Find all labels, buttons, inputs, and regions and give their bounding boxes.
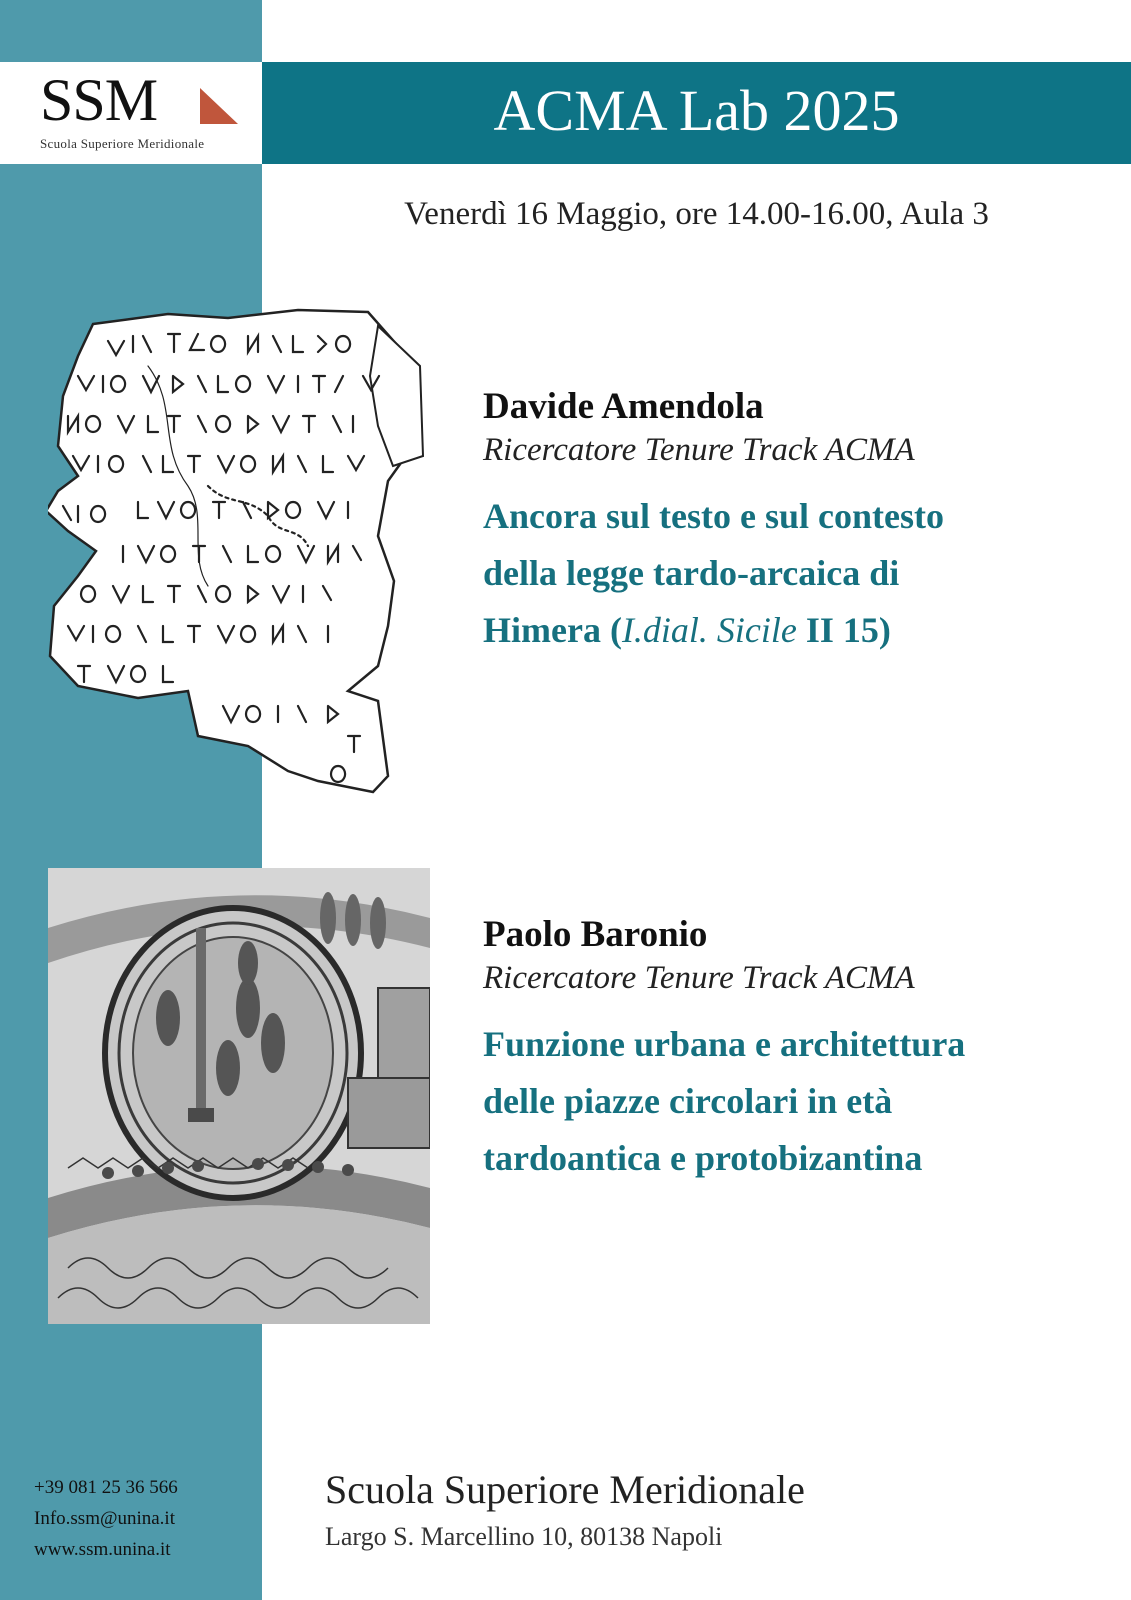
logo-mark: SSM — [40, 67, 158, 133]
talk-title-line: Ancora sul testo e sul contesto — [483, 496, 944, 537]
contact-email: Info.ssm@unina.it — [34, 1508, 175, 1529]
logo-subtitle: Scuola Superiore Meridionale — [40, 136, 205, 151]
talk-title-line — [483, 602, 1103, 659]
speaker-role: Ricercatore Tenure Track ACMA — [483, 431, 915, 468]
talk-title-text: II 15) — [796, 610, 891, 651]
logo-triangle-icon — [200, 88, 238, 124]
footer-address: Largo S. Marcellino 10, 80138 Napoli — [325, 1522, 723, 1551]
speaker-role: Ricercatore Tenure Track ACMA — [483, 959, 915, 996]
inscription-fragment-image — [48, 306, 432, 812]
page-title: ACMA Lab 2025 — [493, 78, 900, 143]
talk-title-line: della legge tardo-arcaica di — [483, 553, 900, 594]
speaker-name: Paolo Baronio — [483, 914, 708, 955]
talk-title-line: delle piazze circolari in età — [483, 1081, 893, 1122]
contact-website: www.ssm.unina.it — [34, 1539, 171, 1560]
talk-title-line: Funzione urbana e architettura — [483, 1024, 966, 1065]
talk-title-text: Himera ( — [483, 610, 622, 651]
event-datetime: Venerdì 16 Maggio, ore 14.00-16.00, Aula 3 — [404, 196, 989, 232]
talk-title-line: tardoantica e protobizantina — [483, 1138, 923, 1179]
speaker-amendola — [483, 386, 1103, 659]
footer-institution: Scuola Superiore Meridionale — [325, 1467, 805, 1512]
talk-title — [483, 488, 1103, 659]
contact-info — [34, 1472, 178, 1565]
talk-title — [483, 1016, 1103, 1187]
ssm-logo — [0, 62, 262, 164]
title-bar — [262, 62, 1131, 164]
relief-engraving-image — [48, 868, 430, 1324]
speaker-name: Davide Amendola — [483, 386, 764, 427]
talk-title-citation: I.dial. Sicile — [621, 610, 797, 651]
contact-phone: +39 081 25 36 566 — [34, 1477, 178, 1498]
speaker-baronio — [483, 914, 1103, 1187]
